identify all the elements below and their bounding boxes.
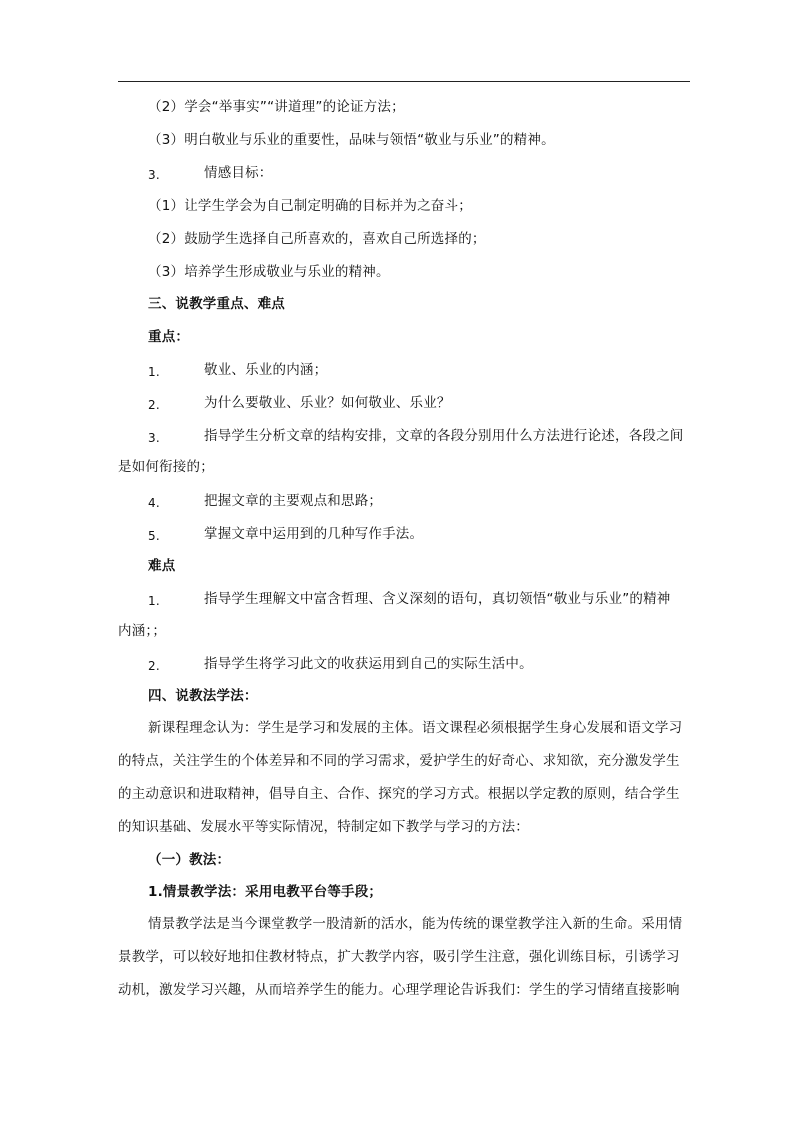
section-heading: 三、说教学重点、难点 xyxy=(148,296,285,312)
paragraph-line: 的知识基础、发展水平等实际情况，特制定如下教学与学习的方法： xyxy=(118,819,529,835)
subheading-key-points: 重点： xyxy=(148,329,190,345)
list-number: 2. xyxy=(148,398,160,412)
paragraph-line: （3）明白敬业与乐业的重要性，品味与领悟“敬业与乐业”的精神。 xyxy=(148,132,555,148)
list-number: 5. xyxy=(148,529,160,543)
paragraph-line: （3）培养学生形成敬业与乐业的精神。 xyxy=(148,264,390,280)
list-item-text: 为什么要敬业、乐业？如何敬业、乐业？ xyxy=(204,395,451,411)
section-heading: 四、说教法学法： xyxy=(148,688,258,704)
list-item-text: 把握文章的主要观点和思路； xyxy=(204,493,383,509)
list-item-text: 指导学生分析文章的结构安排，文章的各段分别用什么方法进行论述，各段之间 xyxy=(204,428,684,444)
list-item-continuation: 内涵；； xyxy=(118,623,167,639)
list-item-text: 掌握文章中运用到的几种写作手法。 xyxy=(204,526,424,542)
header-rule xyxy=(118,81,690,82)
list-number: 1. xyxy=(148,365,160,379)
subheading-situational-method: 1.情景教学法：采用电教平台等手段； xyxy=(148,884,383,900)
list-number: 3. xyxy=(148,168,160,182)
paragraph-line: （2）学会“举事实”“讲道理”的论证方法； xyxy=(148,99,405,115)
list-number: 4. xyxy=(148,496,160,510)
list-item-continuation: 是如何衔接的； xyxy=(118,459,214,475)
paragraph-line: 新课程理念认为：学生是学习和发展的主体。语文课程必须根据学生身心发展和语文学习 xyxy=(148,720,683,736)
subheading-difficulties: 难点 xyxy=(148,558,176,574)
paragraph-line: （1）让学生学会为自己制定明确的目标并为之奋斗； xyxy=(148,198,472,214)
subheading-teaching-method: （一）教法： xyxy=(148,852,231,868)
paragraph-line: 的主动意识和进取精神，倡导自主、合作、探究的学习方式。根据以学定教的原则，结合学生 xyxy=(118,786,680,802)
list-item-text: 指导学生将学习此文的收获运用到自己的实际生活中。 xyxy=(204,656,533,672)
paragraph-line: （2）鼓励学生选择自己所喜欢的，喜欢自己所选择的； xyxy=(148,231,486,247)
list-item-text: 敬业、乐业的内涵； xyxy=(204,362,328,378)
list-number: 2. xyxy=(148,659,160,673)
paragraph-line: 的特点，关注学生的个体差异和不同的学习需求，爱护学生的好奇心、求知欲，充分激发学生 xyxy=(118,753,680,769)
list-number: 3. xyxy=(148,431,160,445)
paragraph-line: 景教学，可以较好地扣住教材特点，扩大教学内容，吸引学生注意，强化训练目标，引诱学习 xyxy=(118,949,680,965)
list-item-text: 情感目标： xyxy=(204,165,273,181)
list-number: 1. xyxy=(148,594,160,608)
paragraph-line: 情景教学法是当今课堂教学一股清新的活水，能为传统的课堂教学注入新的生命。采用情 xyxy=(148,916,683,932)
list-item-text: 指导学生理解文中富含哲理、含义深刻的语句，真切领悟“敬业与乐业”的精神 xyxy=(204,591,671,607)
paragraph-line: 动机，激发学习兴趣，从而培养学生的能力。心理学理论告诉我们：学生的学习情绪直接影响 xyxy=(118,982,680,998)
